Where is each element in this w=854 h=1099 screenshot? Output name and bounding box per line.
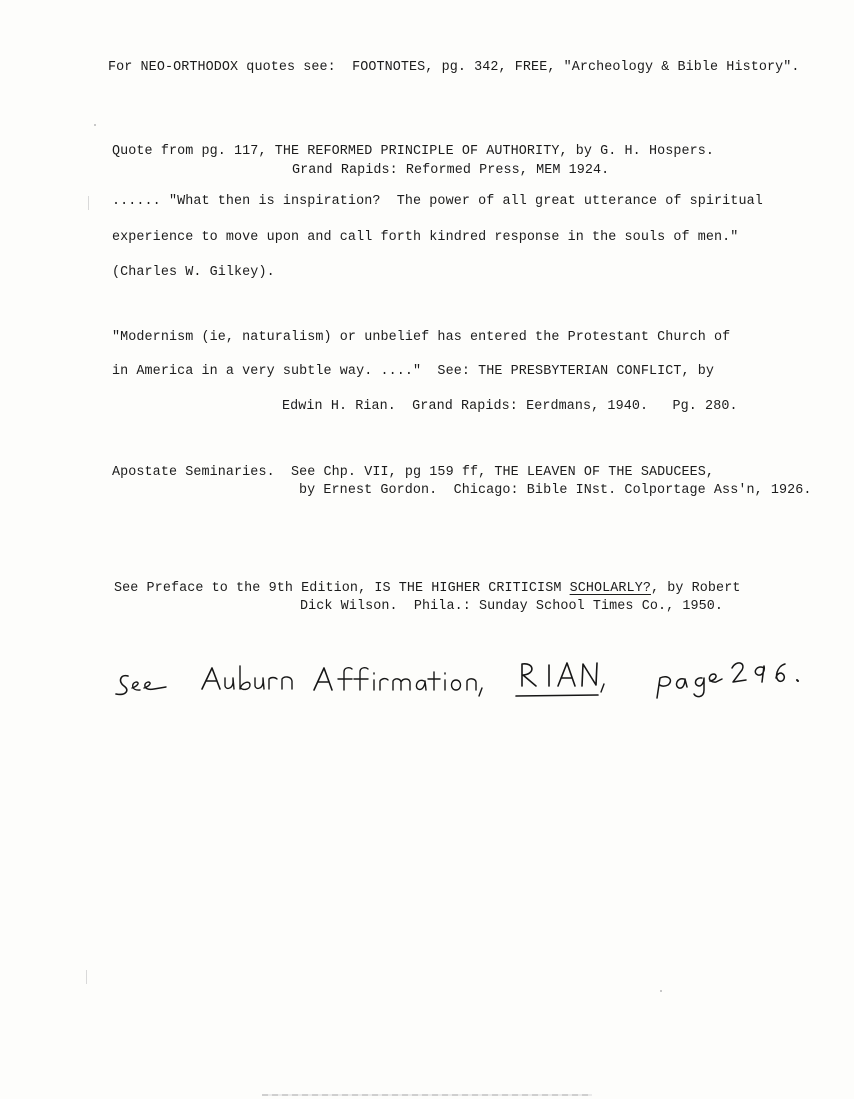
wilson-preface-text-b: , by Robert xyxy=(650,581,741,596)
hospers-publisher: Grand Rapids: Reformed Press, MEM 1924. xyxy=(292,163,610,178)
neo-orthodox-reference: For NEO-ORTHODOX quotes see: FOOTNOTES, pg. 342, FREE, "Archeology & Bible History". xyxy=(108,60,800,75)
hospers-quote-citation: Quote from pg. 117, THE REFORMED PRINCIPLE OF AUTHORITY, by G. H. Hospers. xyxy=(112,144,715,159)
apostate-seminaries-line-2: by Ernest Gordon. Chicago: Bible INst. Colportage Ass'n, 1926. xyxy=(299,483,812,498)
modernism-quote-line-2: in America in a very subtle way. ...." See: THE PRESBYTERIAN CONFLICT, by xyxy=(112,364,715,379)
rian-citation: Edwin H. Rian. Grand Rapids: Eerdmans, 1940. Pg. 280. xyxy=(282,399,738,414)
apostate-seminaries-line-1: Apostate Seminaries. See Chp. VII, pg 159 ff, THE LEAVEN OF THE SADUCEES, xyxy=(112,465,715,480)
margin-mark xyxy=(88,196,89,210)
gilkey-quote-line-2: experience to move upon and call forth kindred response in the souls of men." xyxy=(112,230,739,245)
wilson-preface-line-1 xyxy=(114,581,740,597)
scholarly-underlined: SCHOLARLY? xyxy=(569,581,651,596)
scan-speck xyxy=(660,990,662,992)
scan-speck xyxy=(94,124,96,126)
scan-edge-artifact xyxy=(262,1094,592,1096)
handwritten-note xyxy=(112,656,812,706)
modernism-quote-line-1: "Modernism (ie, naturalism) or unbelief has entered the Protestant Church of xyxy=(112,330,731,345)
wilson-preface-line-2: Dick Wilson. Phila.: Sunday School Times Co., 1950. xyxy=(300,599,724,614)
gilkey-attribution: (Charles W. Gilkey). xyxy=(112,265,275,280)
gilkey-quote-line-1: ...... "What then is inspiration? The power of all great utterance of spiritual xyxy=(112,194,763,209)
wilson-preface-text-a: See Preface to the 9th Edition, IS THE HIGHER CRITICISM xyxy=(114,581,570,596)
margin-mark xyxy=(86,970,87,984)
